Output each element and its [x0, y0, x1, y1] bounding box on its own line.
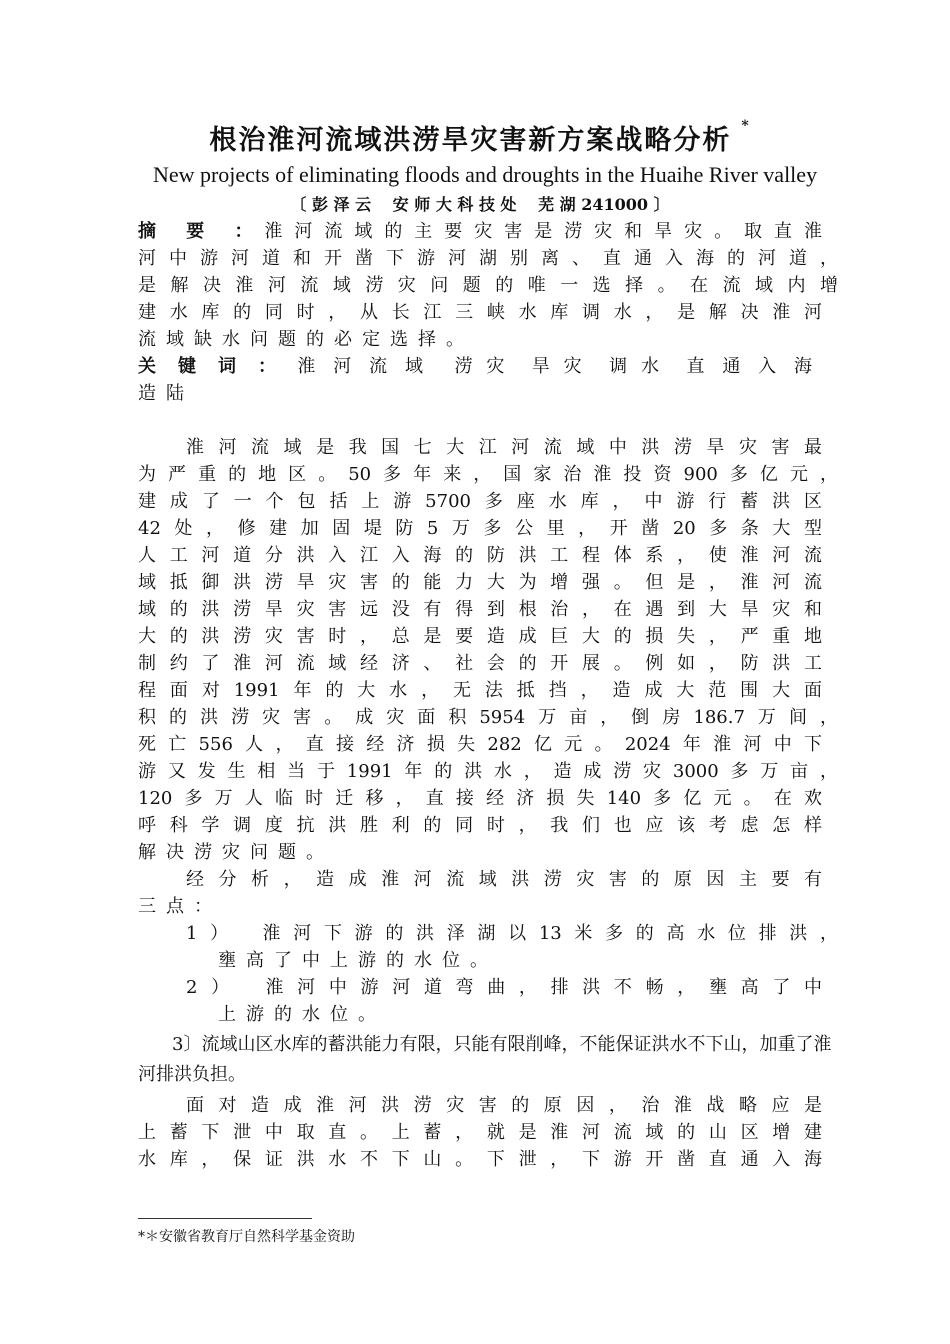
abstract-label: 摘 要 ： — [138, 221, 265, 242]
list-item-1-cont: 壅高了中上游的水位。 — [218, 950, 498, 971]
abstract-text: 淮河流域的主要灾害是涝灾和旱灾。取直淮 — [264, 221, 822, 242]
footnote-rule — [138, 1218, 312, 1219]
abstract-line-5: 流域缺水问题的必定选择。 — [138, 329, 474, 350]
body-line: 死亡556人，直接经济损失282亿元。2024年淮河中下 — [138, 734, 822, 755]
body-line: 人工河道分洪入江入海的防洪工程体系，使淮河流 — [138, 545, 822, 566]
body-line: 大的洪涝灾害时，总是要造成巨大的损失，严重地 — [138, 626, 822, 647]
keyword: 旱灾 — [531, 356, 596, 377]
english-title: New projects of eliminating floods and droughts in the Huaihe River valley — [152, 162, 818, 187]
abstract-line-1 — [138, 218, 822, 245]
title-text: 根治淮河流域洪涝旱灾害新方案战略分析 — [209, 125, 732, 156]
body-line: 淮河流域是我国七大江河流域中洪涝旱灾害最 — [186, 437, 822, 458]
abstract-line-3: 是解决淮河流域涝灾问题的唯一选择。在流域内增 — [138, 275, 838, 296]
body-line: 120多万人临时迁移，直接经济损失140多亿元。在欢 — [138, 788, 822, 809]
keywords-line-2: 造陆 — [138, 383, 194, 404]
keyword: 淮河流域 — [297, 356, 441, 377]
body-line: 制约了淮河流域经济、社会的开展。例如，防洪工 — [138, 653, 822, 674]
author-line: 〔 彭 泽 云 安 师 大 科 技 处 芜 湖 241000 〕 — [290, 195, 670, 214]
list-item-3: 3〕流域山区水库的蓄洪能力有限，只能有限削峰，不能保证洪水不下山，加重了淮河排洪负担。 — [138, 1034, 832, 1085]
body-line: 水库，保证洪水不下山。下泄，下游开凿直通入海 — [138, 1149, 822, 1170]
list-item-1: 1） 淮河下游的洪泽湖以13米多的高水位排洪， — [186, 923, 838, 944]
body-line: 建成了一个包括上游5700多座水库，中游行蓄洪区 — [138, 491, 822, 512]
list-item-2-cont: 上游的水位。 — [218, 1004, 386, 1025]
body-line: 经分析，造成淮河流域洪涝灾害的原因主要有 — [186, 869, 822, 890]
body-line: 呼科学调度抗洪胜利的同时，我们也应该考虑怎样 — [138, 815, 822, 836]
keywords-label: 关 键 词 ： — [138, 356, 284, 377]
keyword: 涝灾 — [454, 356, 519, 377]
body-line: 积的洪涝灾害。成灾面积5954万亩，倒房186.7万间， — [138, 707, 838, 728]
body-line: 域的洪涝旱灾害远没有得到根治，在遇到大旱灾和 — [138, 599, 822, 620]
abstract-line-2: 河中游河道和开凿下游河湖别离、直通入海的河道， — [138, 248, 838, 269]
keyword: 调水 — [609, 356, 673, 377]
paper-title — [138, 118, 822, 157]
body-line: 面对造成淮河洪涝灾害的原因，治淮战略应是 — [186, 1095, 822, 1116]
footnote-marker[interactable]: * — [741, 118, 751, 134]
list-item-2: 2） 淮河中游河道弯曲，排洪不畅，壅高了中 — [186, 977, 822, 998]
keyword: 直通入海 — [686, 356, 823, 377]
body-line: 游又发生相当于1991年的洪水，造成涝灾3000多万亩， — [138, 761, 838, 782]
body-line: 42处，修建加固堤防5万多公里，开凿20多条大型 — [138, 518, 822, 539]
body-line: 域抵御洪涝旱灾害的能力大为增强。但是，淮河流 — [138, 572, 822, 593]
body-line: 程面对1991年的大水，无法抵挡，造成大范围大面 — [138, 680, 822, 701]
body-line: 三点： — [138, 896, 222, 917]
body-line: 为严重的地区。50多年来，国家治淮投资900多亿元， — [138, 464, 838, 485]
footnote: *＊安徽省教育厅自然科学基金资助 — [138, 1229, 355, 1245]
body-line: 上蓄下泄中取直。上蓄，就是淮河流域的山区增建 — [138, 1122, 822, 1143]
body-line: 解决涝灾问题。 — [138, 842, 334, 863]
abstract-line-4: 建水库的同时，从长江三峡水库调水，是解决淮河 — [138, 302, 822, 323]
keywords-line — [138, 353, 822, 380]
